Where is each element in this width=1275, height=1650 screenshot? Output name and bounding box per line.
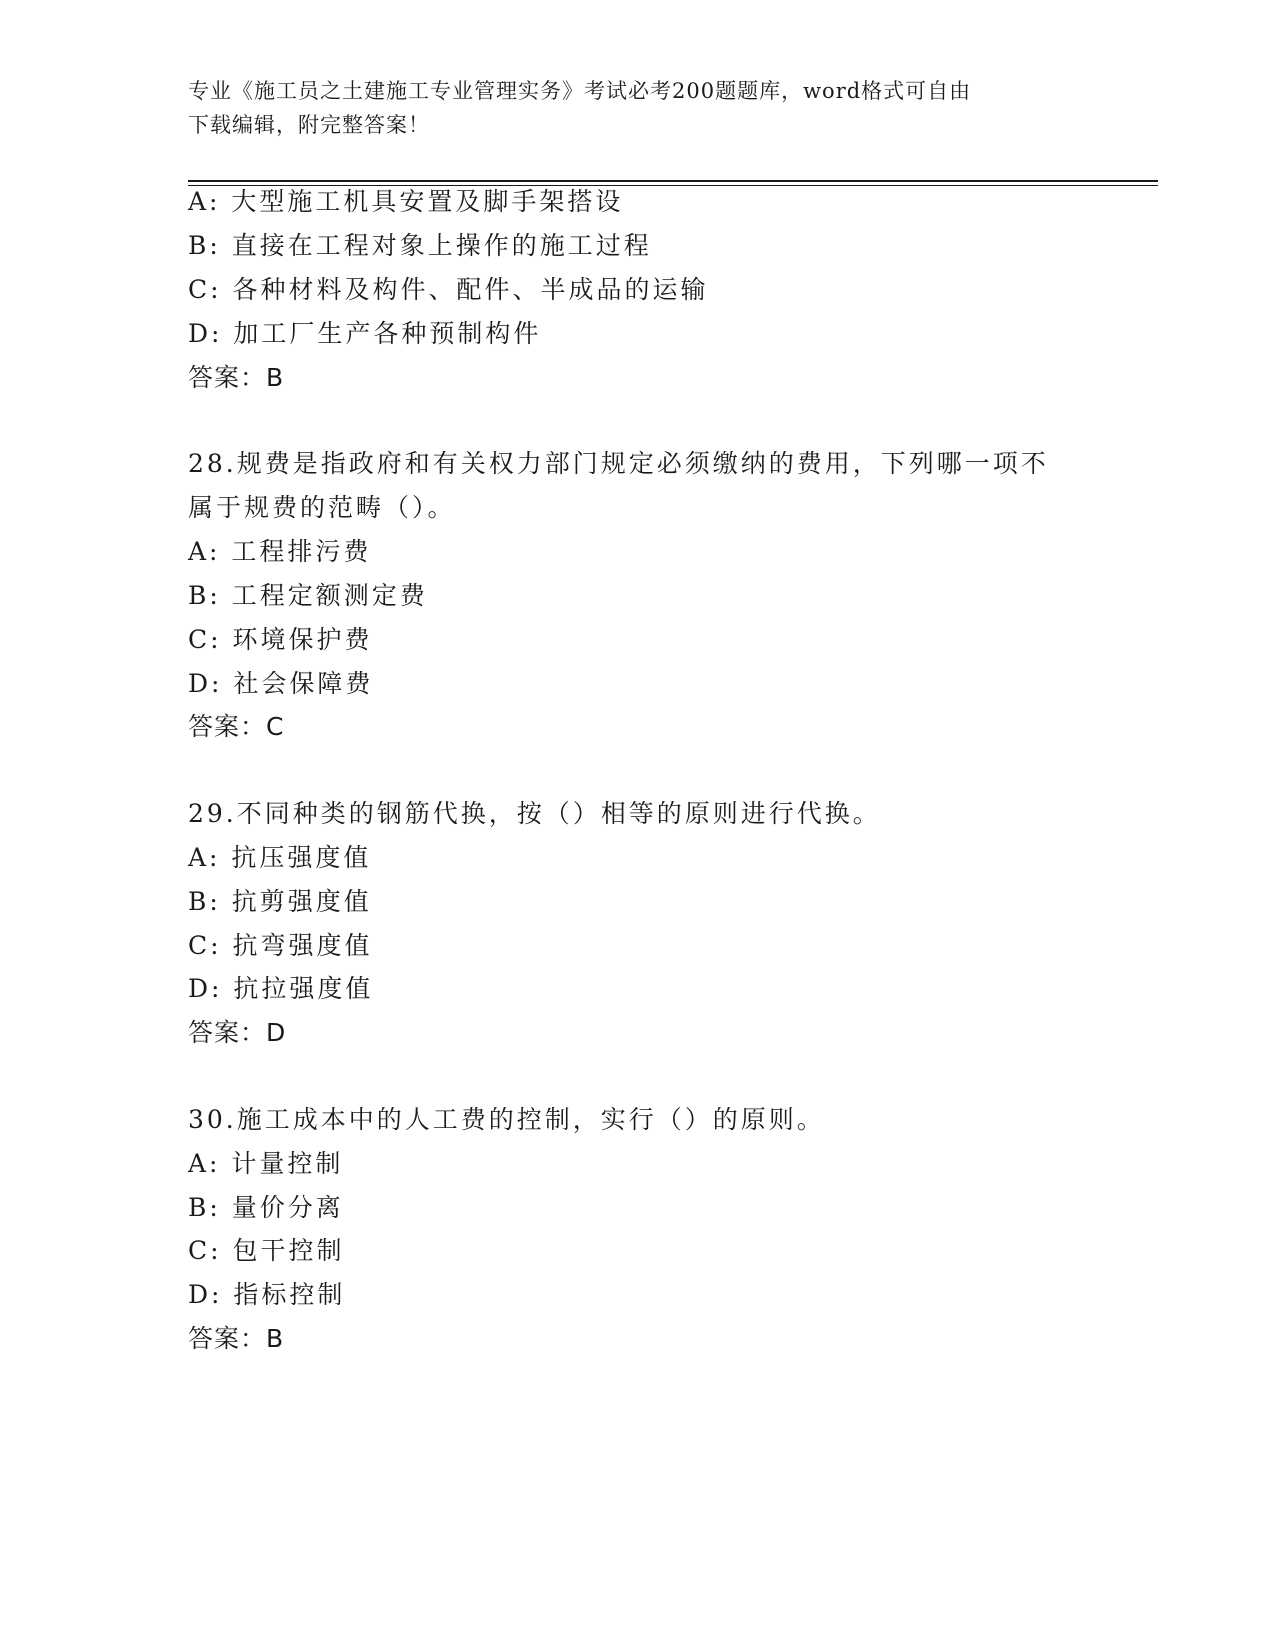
document-header xyxy=(188,74,1088,142)
prev-option-b: B: 直接在工程对象上操作的施工过程 xyxy=(188,231,652,260)
prev-option-a: A: 大型施工机具安置及脚手架搭设 xyxy=(188,187,624,216)
q28-option-a: A: 工程排污费 xyxy=(188,537,372,566)
q29-option-b: B: 抗剪强度值 xyxy=(188,887,372,916)
q29-option-c: C: 抗弯强度值 xyxy=(188,931,373,960)
q28-text-line-2: 属于规费的范畴（）。 xyxy=(188,493,456,522)
prev-answer: 答案：B xyxy=(188,363,285,392)
q30-answer: 答案：B xyxy=(188,1324,285,1353)
prev-option-d: D: 加工厂生产各种预制构件 xyxy=(188,319,542,348)
q28-option-d: D: 社会保障费 xyxy=(188,669,374,698)
q28-option-c: C: 环境保护费 xyxy=(188,625,373,654)
q29-option-d: D: 抗拉强度值 xyxy=(188,974,374,1003)
header-line-1: 专业《施工员之土建施工专业管理实务》考试必考200题题库，word格式可自由 xyxy=(188,79,972,103)
q28-text-line-1: 28.规费是指政府和有关权力部门规定必须缴纳的费用，下列哪一项不 xyxy=(188,449,1049,478)
q30-option-b: B: 量价分离 xyxy=(188,1193,344,1222)
q28-option-b: B: 工程定额测定费 xyxy=(188,581,428,610)
q30-text-line-1: 30.施工成本中的人工费的控制，实行（）的原则。 xyxy=(188,1105,825,1134)
prev-option-c: C: 各种材料及构件、配件、半成品的运输 xyxy=(188,275,709,304)
q30-option-d: D: 指标控制 xyxy=(188,1280,346,1309)
q30-option-c: C: 包干控制 xyxy=(188,1236,345,1265)
q28-answer: 答案：C xyxy=(188,712,285,741)
header-divider-thick xyxy=(188,180,1158,182)
q29-option-a: A: 抗压强度值 xyxy=(188,843,372,872)
q29-text-line-1: 29.不同种类的钢筋代换，按（）相等的原则进行代换。 xyxy=(188,799,881,828)
q30-option-a: A: 计量控制 xyxy=(188,1149,344,1178)
q29-answer: 答案：D xyxy=(188,1018,287,1047)
header-line-2: 下载编辑，附完整答案！ xyxy=(188,113,430,137)
